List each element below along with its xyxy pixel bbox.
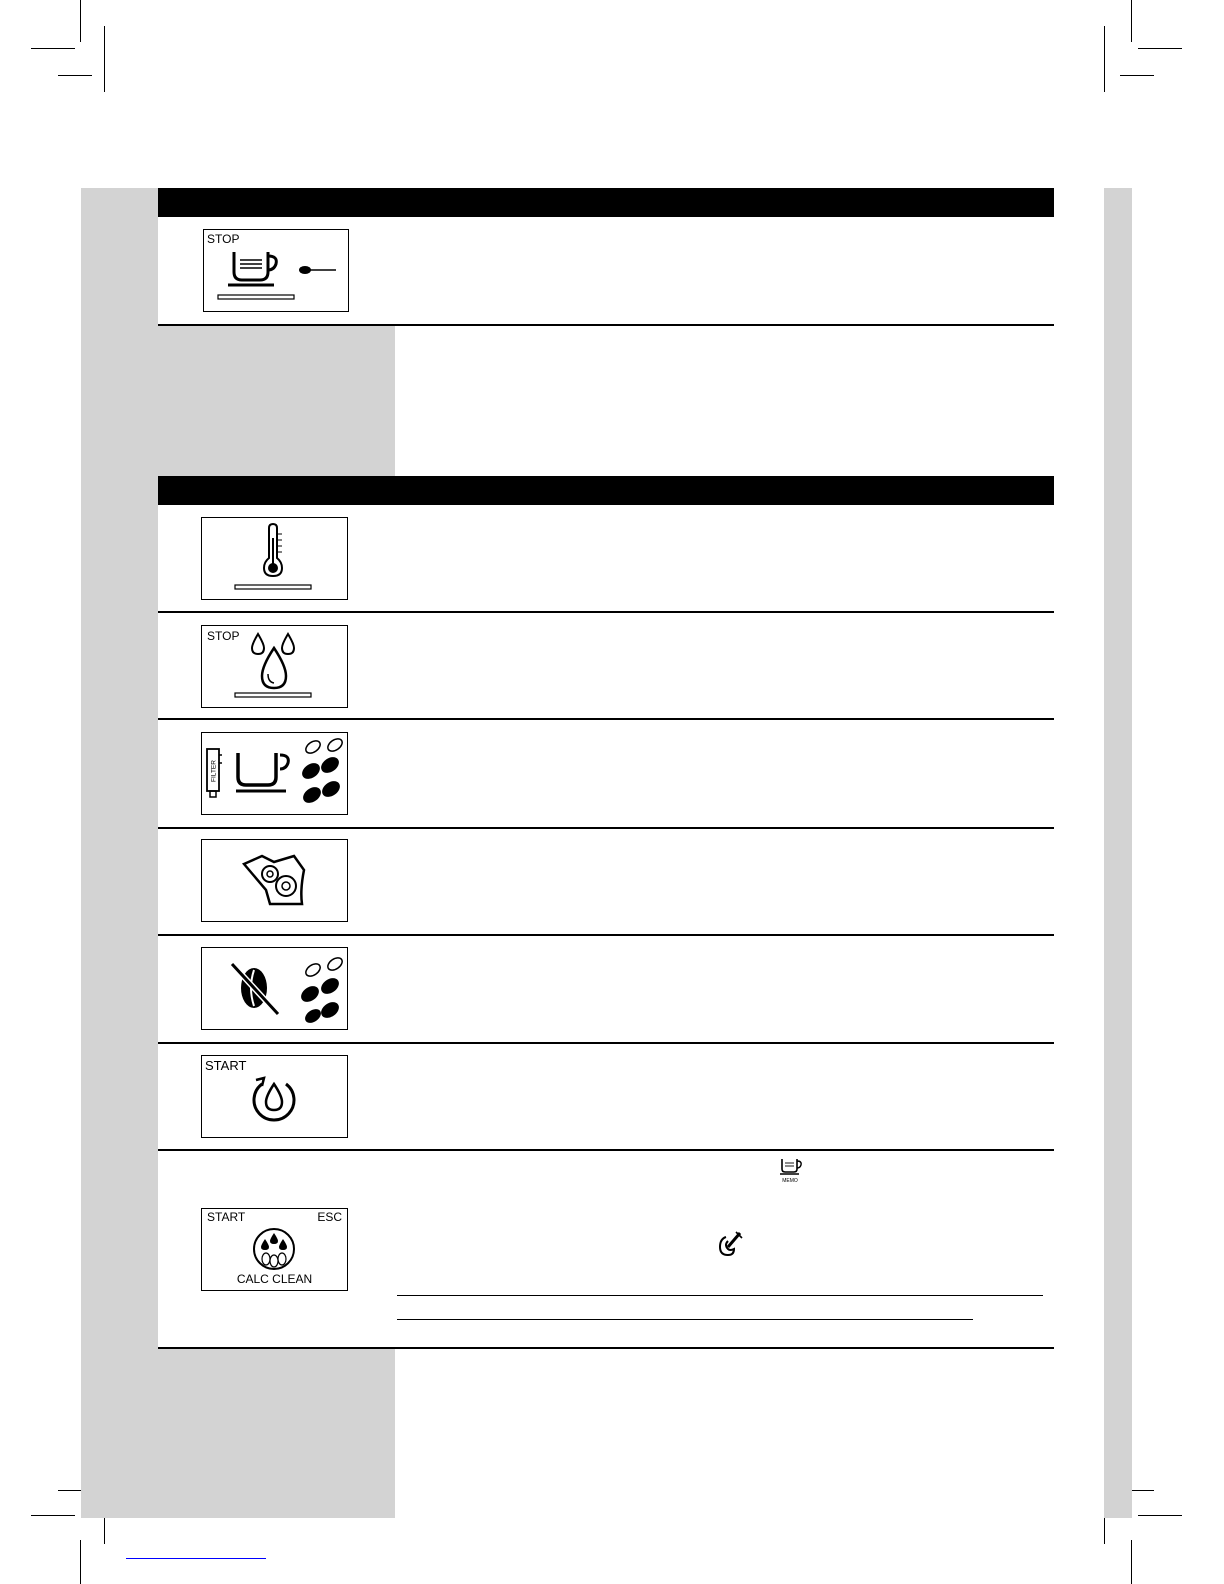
display-filter-cup-beans — [201, 732, 348, 815]
display-label-stop: STOP — [207, 232, 240, 246]
row-separator — [158, 1149, 1054, 1151]
thermometer-icon — [202, 518, 349, 601]
section-header-bar-2 — [158, 476, 1054, 505]
row-separator — [158, 718, 1054, 720]
crop-mark — [1120, 75, 1154, 76]
crop-mark — [1138, 1515, 1182, 1516]
memo-cup-icon — [779, 1156, 805, 1184]
display-label-start: START — [205, 1058, 247, 1073]
brew-group-icon — [202, 840, 349, 923]
crop-mark — [31, 48, 75, 49]
display-no-beans — [201, 947, 348, 1030]
display-hot-water-stop — [201, 625, 348, 708]
row-separator — [158, 1347, 1054, 1349]
crop-mark — [1131, 0, 1132, 42]
display-rinse-start — [201, 1055, 348, 1138]
rinse-cycle-icon — [202, 1056, 349, 1139]
right-gray-band — [1104, 188, 1132, 1518]
crop-mark — [1131, 1540, 1132, 1584]
row-separator — [158, 934, 1054, 936]
row-separator — [158, 611, 1054, 613]
crop-mark — [31, 1515, 75, 1516]
row-separator — [158, 324, 1054, 326]
left-gray-panel-upper — [158, 326, 395, 476]
left-gray-band — [81, 188, 158, 1518]
crop-mark — [1104, 26, 1105, 92]
row-separator — [158, 1042, 1054, 1044]
display-brew-group — [201, 839, 348, 922]
display-label-esc: ESC — [317, 1210, 342, 1224]
crop-mark — [104, 26, 105, 92]
text-underline — [397, 1295, 1043, 1296]
display-label-calc-clean: CALC CLEAN — [236, 1272, 313, 1286]
display-calc-clean — [201, 1208, 348, 1291]
row-separator — [158, 827, 1054, 829]
calc-clean-icon — [202, 1209, 349, 1292]
display-label-stop: STOP — [207, 629, 240, 643]
filter-cup-beans-icon — [202, 733, 349, 816]
crop-mark — [80, 0, 81, 42]
link-underline — [126, 1558, 266, 1559]
text-underline — [397, 1319, 973, 1320]
memo-label: MEMO — [782, 1178, 798, 1184]
display-label-start: START — [207, 1210, 246, 1224]
cup-with-spoon-icon — [204, 230, 350, 313]
crop-mark — [58, 75, 92, 76]
steam-wand-icon — [716, 1229, 744, 1259]
crop-mark — [80, 1540, 81, 1584]
crop-mark — [1138, 48, 1182, 49]
svg-text:FILTER: FILTER — [210, 760, 218, 782]
water-drops-icon — [202, 626, 349, 709]
display-brewing-stop — [203, 229, 349, 312]
left-gray-panel-lower — [158, 1349, 395, 1518]
crossed-bean-beans-icon — [202, 948, 349, 1031]
section-header-bar-1 — [158, 188, 1054, 217]
display-heating — [201, 517, 348, 600]
